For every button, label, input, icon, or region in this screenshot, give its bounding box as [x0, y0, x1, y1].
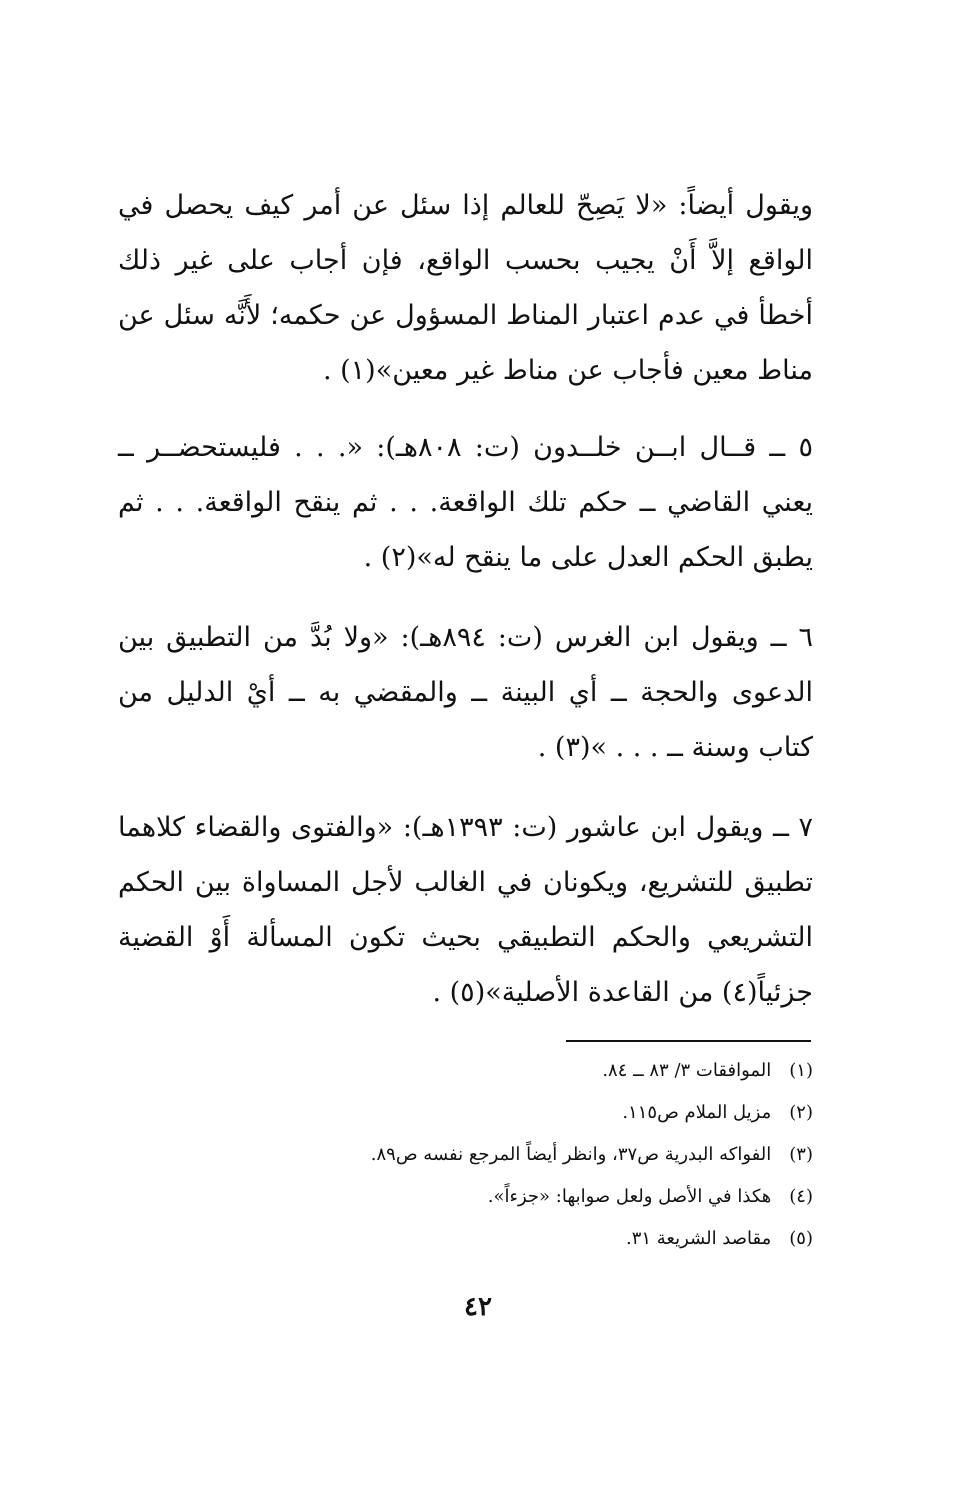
footnote-text: الفواكه البدرية ص٣٧، وانظر أيضاً المرجع نفسه ص٨٩.: [370, 1144, 772, 1165]
footnote-text: مقاصد الشريعة ٣١.: [625, 1228, 772, 1249]
footnotes: [253, 1050, 813, 1260]
footnote-number: (٤): [789, 1186, 813, 1207]
footnote-5: [253, 1218, 813, 1260]
footnote-number: (٥): [789, 1228, 813, 1249]
footnote-text: هكذا في الأصل ولعل صوابها: «جزءاً».: [487, 1186, 772, 1207]
footnote-text: مزيل الملام ص١١٥.: [622, 1102, 772, 1123]
footnote-number: (٣): [789, 1144, 813, 1165]
footnote-4: [253, 1176, 813, 1218]
paragraph-2: ٥ ــ قــال ابــن خلــدون (ت: ٨٠٨هـ): «. . . فليستحضــر ــ يعني القاضي ــ حكم تلك الواقعة. . . ثم ينقح الواقعة. . . ثم يطبق الحكم العدل على ما ينقح له»(٢) .: [118, 432, 813, 573]
paragraph-4: ٧ ــ ويقول ابن عاشور (ت: ١٣٩٣هـ): «والفتوى والقضاء كلاهما تطبيق للتشريع، ويكونان في الغالب لأجل المساواة بين الحكم التشريعي والحكم التطبيقي بحيث تكون المسألة أَوْ القضية جزئياً(٤) من القاعدة الأصلية»(٥) .: [118, 812, 813, 1008]
paragraph-3: ٦ ــ ويقول ابن الغرس (ت: ٨٩٤هـ): «ولا بُدَّ من التطبيق بين الدعوى والحجة ــ أي البينة ــ والمقضي به ــ أيْ الدليل من كتاب وسنة ــ . . . »(٣) .: [118, 622, 813, 763]
footnote-separator: [566, 1040, 811, 1042]
footnote-2: [253, 1092, 813, 1134]
footnote-3: [253, 1134, 813, 1176]
paragraph-1: ويقول أيضاً: «لا يَصِحّ للعالم إذا سئل عن أمر كيف يحصل في الواقع إلاَّ أَنْ يجيب بحسب الواقع، فإن أجاب على غير ذلك أخطأ في عدم اعتبار المناط المسؤول عن حكمه؛ لأَنَّه سئل عن مناط معين فأجاب عن مناط غير معين»(١) .: [118, 190, 814, 386]
page-number: ٤٢: [464, 1292, 492, 1322]
footnote-1: [253, 1050, 813, 1092]
footnote-number: (١): [789, 1060, 813, 1081]
footnote-text: الموافقات ٣/ ٨٣ ــ ٨٤.: [602, 1060, 772, 1081]
footnote-number: (٢): [789, 1102, 813, 1123]
